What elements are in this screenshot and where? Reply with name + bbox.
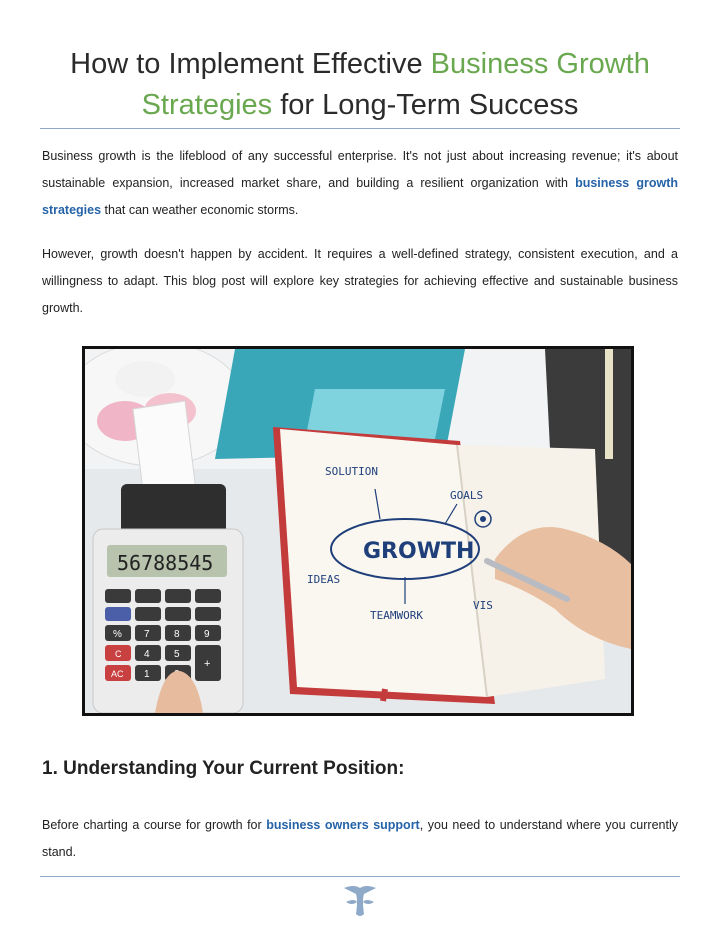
calc-key-5: 5	[174, 649, 180, 660]
section-1-text-1: Before charting a course for growth for	[42, 818, 267, 832]
title-part1: How to Implement Effective	[70, 48, 431, 80]
section-1-heading: 1. Understanding Your Current Position:	[42, 758, 405, 779]
intro-paragraph-1	[42, 143, 678, 224]
brand-logo-icon	[340, 884, 380, 925]
business-growth-strategies-link[interactable]: business growth strategies	[42, 176, 678, 217]
intro-paragraph-2: However, growth doesn't happen by accident. It requires a well-defined strategy, consistent execution, and a willingness to adapt. This blog post will explore key strategies for achieving effective and sustainable business growth.	[42, 247, 678, 315]
intro-text-1: Business growth is the lifeblood of any successful enterprise. It's not just about increasing revenue; it's about sustainable expansion, increased market share, and building a resilient organization with	[42, 149, 678, 190]
growth-notebook-illustration	[85, 349, 631, 713]
notebook-word-goals: GOALS	[450, 489, 484, 502]
title-highlight-2: Strategies	[141, 89, 273, 121]
title-divider	[40, 128, 680, 129]
hero-image	[82, 346, 634, 716]
calc-key-8: 8	[174, 629, 180, 640]
calc-key-percent: %	[113, 629, 122, 640]
calc-key-9: 9	[204, 629, 210, 640]
title-part2: for Long-Term Success	[272, 89, 579, 121]
calc-key-7: 7	[144, 629, 150, 640]
calc-key-4: 4	[144, 649, 150, 660]
calc-key-ac: AC	[111, 669, 124, 679]
notebook-word-growth: GROWTH	[363, 539, 475, 564]
calc-key-plus: +	[204, 658, 211, 670]
calc-key-1: 1	[144, 669, 150, 680]
section-1-text-2: , you need to understand where you currently stand.	[42, 818, 678, 859]
intro-text-2: that can weather economic storms.	[101, 203, 299, 217]
notebook-word-solution: SOLUTION	[325, 465, 378, 478]
notebook-word-vis: VIS	[473, 599, 493, 612]
page-title	[30, 44, 690, 126]
footer-divider	[40, 876, 680, 877]
business-owners-support-link[interactable]: business owners support	[266, 818, 420, 832]
section-1-paragraph	[42, 812, 678, 866]
notebook-word-teamwork: TEAMWORK	[370, 609, 423, 622]
notebook-word-ideas: IDEAS	[307, 573, 341, 586]
calc-key-c: C	[115, 649, 122, 659]
title-highlight-1: Business Growth	[430, 48, 650, 80]
calculator-display: 56788545	[117, 551, 214, 575]
